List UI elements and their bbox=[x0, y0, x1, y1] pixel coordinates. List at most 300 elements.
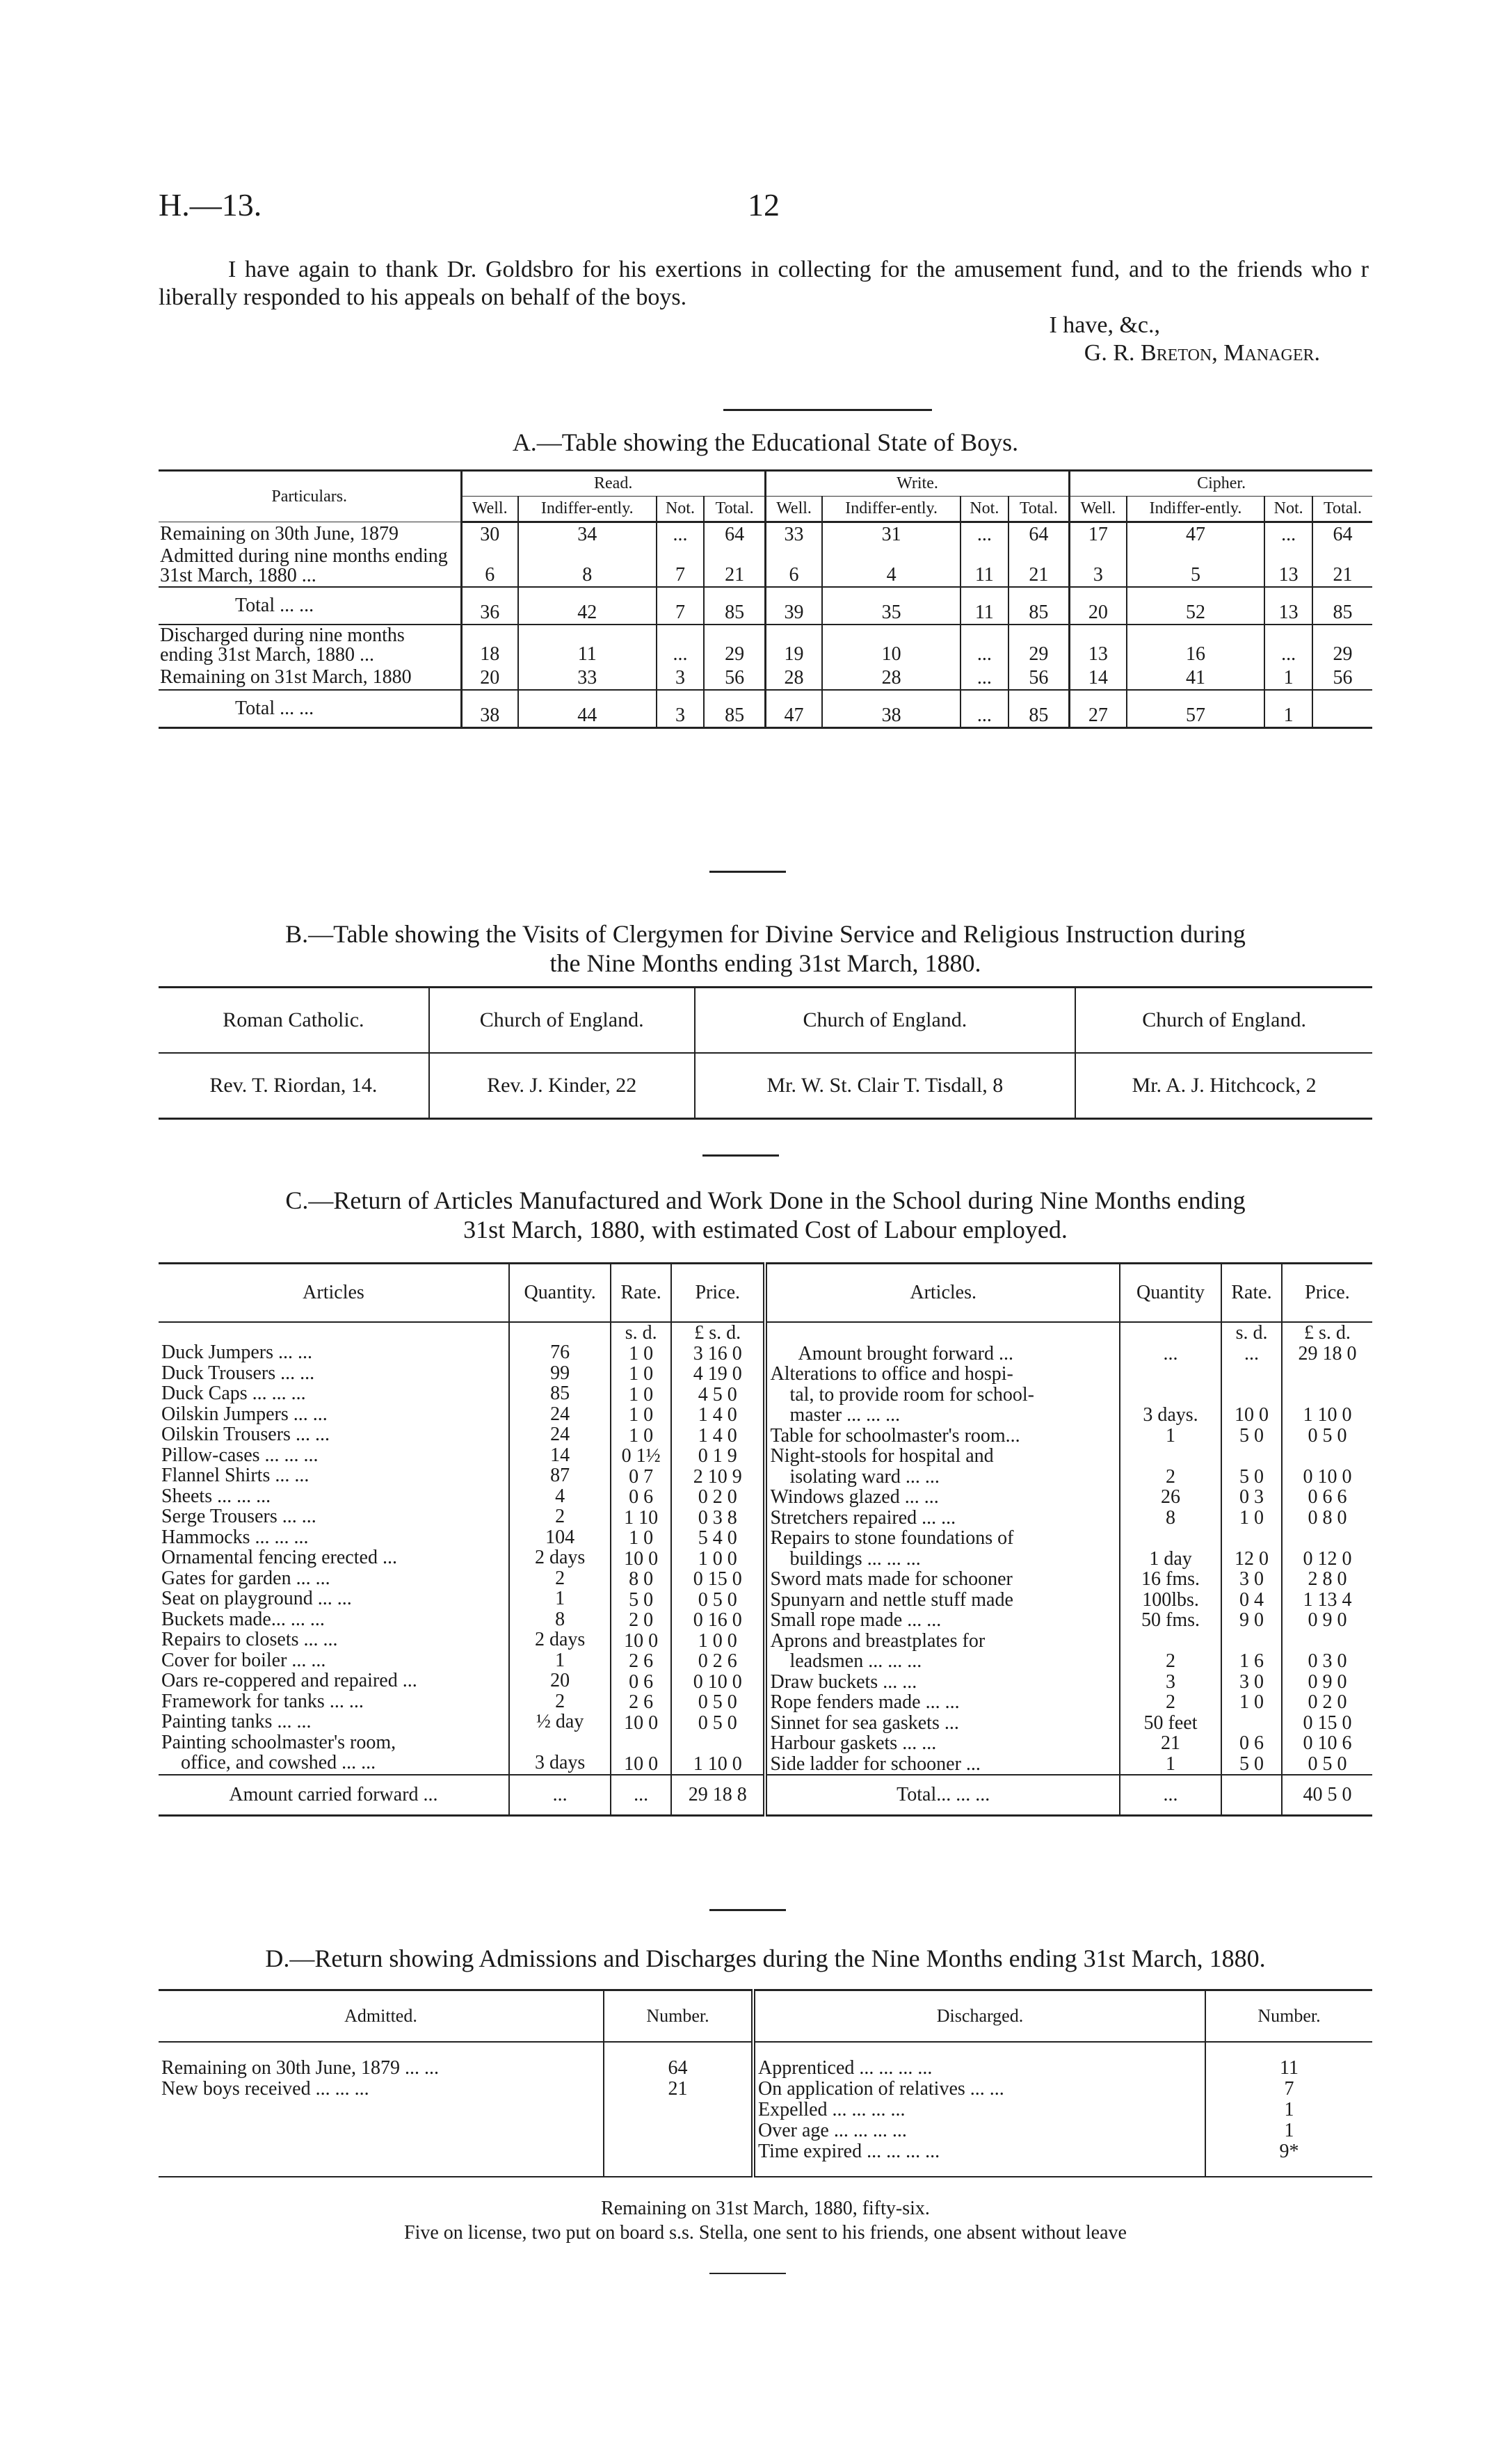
document-id: H.—13. bbox=[159, 187, 262, 223]
c-line bbox=[675, 1733, 760, 1754]
c-line: 20 bbox=[550, 1670, 570, 1691]
table-cell: 30 bbox=[461, 522, 518, 547]
subcol-header: Total. bbox=[1008, 497, 1070, 522]
c-line: Oilskin Trousers ... ... bbox=[161, 1424, 330, 1445]
c-left-rate bbox=[611, 1322, 671, 1775]
c-header-articles: Articles bbox=[159, 1264, 509, 1323]
c-right-total-price: 40 5 0 bbox=[1282, 1775, 1372, 1816]
c-line: 0 3 bbox=[1239, 1486, 1264, 1508]
c-line: 5 0 bbox=[1239, 1465, 1264, 1488]
table-cell: ... bbox=[961, 690, 1008, 728]
table-c-title-line2: 31st March, 1880, with estimated Cost of Labour employed. bbox=[463, 1216, 1068, 1243]
table-b-title bbox=[159, 919, 1372, 978]
c-line: 1 0 bbox=[1239, 1691, 1264, 1713]
c-line: 1 bbox=[1166, 1753, 1176, 1775]
table-cell: ... bbox=[961, 666, 1008, 690]
closing-letter bbox=[159, 256, 1369, 367]
letter-closing: I have, &c., bbox=[1049, 312, 1160, 338]
c-line: 14 bbox=[550, 1444, 570, 1466]
c-left-total-price: 29 18 8 bbox=[671, 1775, 765, 1816]
c-line: 1 bbox=[1166, 1424, 1176, 1447]
c-line: 1 4 0 bbox=[698, 1404, 737, 1426]
table-cell: 27 bbox=[1070, 690, 1127, 728]
table-cell: 35 bbox=[822, 587, 961, 625]
d-header-discharged: Discharged. bbox=[753, 1990, 1205, 2043]
table-b-cell: Rev. J. Kinder, 22 bbox=[429, 1053, 695, 1119]
c-line: 0 5 0 bbox=[1308, 1424, 1347, 1447]
c-line: Buckets made... ... ... bbox=[161, 1609, 325, 1629]
table-d bbox=[159, 1989, 1372, 2177]
c-line: Side ladder for schooner ... bbox=[770, 1753, 981, 1774]
c-line: 0 1 9 bbox=[698, 1445, 737, 1467]
d-discharged-numbers bbox=[1205, 2042, 1372, 2177]
c-line: 3 0 bbox=[1239, 1568, 1264, 1590]
c-line: 1 6 bbox=[1239, 1650, 1264, 1672]
c-line: Flannel Shirts ... ... bbox=[161, 1465, 310, 1486]
table-row bbox=[159, 522, 1372, 547]
table-cell: 64 bbox=[1312, 522, 1372, 547]
c-line: Duck Jumpers ... ... bbox=[161, 1342, 312, 1363]
table-row bbox=[159, 587, 1372, 625]
c-line: 8 0 bbox=[629, 1568, 654, 1590]
table-cell: 20 bbox=[461, 666, 518, 690]
c-left-quantity bbox=[509, 1322, 611, 1775]
table-cell: 11 bbox=[961, 587, 1008, 625]
subcol-header: Well. bbox=[1070, 497, 1127, 522]
c-right-price bbox=[1282, 1322, 1372, 1775]
d-discharged-labels bbox=[753, 2042, 1205, 2177]
c-line: 10 0 bbox=[1235, 1404, 1269, 1426]
subcol-header: Not. bbox=[1264, 497, 1312, 522]
table-cell: ... bbox=[961, 625, 1008, 666]
c-line: Painting tanks ... ... bbox=[161, 1712, 312, 1732]
c-line: 10 0 bbox=[624, 1629, 659, 1652]
c-line: 1 0 bbox=[629, 1404, 654, 1426]
table-cell: 7 bbox=[657, 546, 705, 587]
c-right-rate bbox=[1221, 1322, 1282, 1775]
table-cell: 6 bbox=[461, 546, 518, 587]
d-line: 9* bbox=[1279, 2141, 1299, 2162]
units-rate: s. d. bbox=[625, 1322, 657, 1344]
table-cell: 29 bbox=[704, 625, 765, 666]
c-line: Alterations to office and hospi- bbox=[770, 1364, 1013, 1385]
c-line: 5 0 bbox=[1239, 1753, 1264, 1775]
c-line bbox=[614, 1733, 668, 1754]
c-line: 24 bbox=[550, 1403, 570, 1425]
c-line: 0 2 6 bbox=[698, 1650, 737, 1672]
group-header-cipher: Cipher. bbox=[1070, 471, 1372, 497]
table-cell: 29 bbox=[1008, 625, 1070, 666]
d-line: 1 bbox=[1284, 2120, 1294, 2141]
c-line: 1 10 0 bbox=[693, 1753, 742, 1775]
c-line: 85 bbox=[550, 1383, 570, 1404]
table-cell: 42 bbox=[518, 587, 657, 625]
c-left-price bbox=[671, 1322, 765, 1775]
subcol-header: Total. bbox=[1312, 497, 1372, 522]
subcol-header: Well. bbox=[461, 497, 518, 522]
c-right-total-qty: ... bbox=[1120, 1775, 1221, 1816]
c-line: 9 0 bbox=[1239, 1609, 1264, 1631]
c-line: 2 0 bbox=[629, 1609, 654, 1631]
table-cell: 21 bbox=[1008, 546, 1070, 587]
d-line: Apprenticed ... ... ... ... bbox=[758, 2057, 933, 2079]
c-line bbox=[1225, 1446, 1278, 1467]
row-label: Admitted during nine months ending 31st March, 1880 ... bbox=[160, 545, 448, 586]
c-line: Sinnet for sea gaskets ... bbox=[770, 1712, 959, 1733]
subcol-header: Not. bbox=[961, 497, 1008, 522]
c-line: 3 days bbox=[534, 1752, 586, 1773]
c-line bbox=[1123, 1631, 1218, 1652]
c-line: 10 0 bbox=[624, 1753, 659, 1775]
c-line: 2 8 0 bbox=[1308, 1568, 1347, 1590]
c-line: 0 2 0 bbox=[1308, 1691, 1347, 1713]
c-line: 2 6 bbox=[629, 1650, 654, 1672]
table-cell: 3 bbox=[1070, 546, 1127, 587]
c-line: 0 1½ bbox=[621, 1445, 661, 1467]
page-number: 12 bbox=[748, 187, 780, 223]
group-header-write: Write. bbox=[765, 471, 1069, 497]
c-line: 87 bbox=[550, 1465, 570, 1486]
c-line: 1 10 0 bbox=[1303, 1404, 1352, 1426]
table-cell: ... bbox=[1264, 625, 1312, 666]
c-line: 1 0 bbox=[1239, 1506, 1264, 1529]
c-line bbox=[1123, 1364, 1218, 1385]
row-label: Total ... ... bbox=[159, 690, 461, 728]
c-line: Duck Trousers ... ... bbox=[161, 1362, 315, 1383]
table-cell: 52 bbox=[1127, 587, 1265, 625]
c-line: 76 bbox=[550, 1342, 570, 1363]
c-line bbox=[1285, 1385, 1369, 1406]
c-line: 1 0 bbox=[629, 1527, 654, 1549]
c-line: 1 0 bbox=[629, 1424, 654, 1447]
subcol-header: Well. bbox=[765, 497, 822, 522]
c-line bbox=[1225, 1713, 1278, 1734]
c-line: 2 bbox=[1166, 1691, 1176, 1713]
table-cell: 36 bbox=[461, 587, 518, 625]
table-row bbox=[159, 625, 1372, 666]
table-cell: 85 bbox=[704, 690, 765, 728]
c-line: Painting schoolmaster's room, bbox=[161, 1732, 396, 1753]
c-line: Stretchers repaired ... ... bbox=[770, 1507, 956, 1528]
row-label: Total ... ... bbox=[159, 587, 461, 625]
c-line: 1 0 bbox=[629, 1342, 654, 1364]
table-cell: 47 bbox=[1127, 522, 1265, 547]
table-b-title-line2: the Nine Months ending 31st March, 1880. bbox=[549, 949, 981, 977]
d-line: New boys received ... ... ... bbox=[161, 2078, 369, 2100]
table-cell: 3 bbox=[657, 690, 705, 728]
c-line: 21 bbox=[1161, 1732, 1181, 1754]
c-line: 1 10 bbox=[624, 1506, 659, 1529]
subcol-header: Not. bbox=[657, 497, 705, 522]
table-b-cell: Mr. W. St. Clair T. Tisdall, 8 bbox=[695, 1053, 1076, 1119]
c-line: 0 4 bbox=[1239, 1588, 1264, 1611]
table-cell: 20 bbox=[1070, 587, 1127, 625]
c-line: 50 fms. bbox=[1141, 1609, 1200, 1631]
c-line: 1 0 0 bbox=[698, 1547, 737, 1570]
c-line: 4 19 0 bbox=[693, 1363, 742, 1385]
table-cell: ... bbox=[1264, 522, 1312, 547]
particulars-header: Particulars. bbox=[159, 471, 461, 522]
c-line: leadsmen ... ... ... bbox=[789, 1651, 922, 1672]
c-line bbox=[1123, 1385, 1218, 1406]
table-cell: 34 bbox=[518, 522, 657, 547]
c-left-total-qty: ... bbox=[509, 1775, 611, 1816]
d-line: Over age ... ... ... ... bbox=[758, 2120, 907, 2141]
c-line: 0 3 0 bbox=[1308, 1650, 1347, 1672]
table-cell: 1 bbox=[1264, 690, 1312, 728]
c-line: 0 12 0 bbox=[1303, 1547, 1352, 1570]
c-line bbox=[1225, 1631, 1278, 1652]
table-cell: 29 bbox=[1312, 625, 1372, 666]
table-cell: 16 bbox=[1127, 625, 1265, 666]
c-line: 4 5 0 bbox=[698, 1383, 737, 1406]
c-line: 2 bbox=[1166, 1650, 1176, 1672]
c-line: Sheets ... ... ... bbox=[161, 1485, 271, 1506]
c-line: 3 bbox=[1166, 1670, 1176, 1693]
c-line: 104 bbox=[545, 1526, 575, 1548]
c-line: 16 fms. bbox=[1141, 1568, 1200, 1590]
c-line: Sword mats made for schooner bbox=[770, 1569, 1013, 1590]
table-d-note: Remaining on 31st March, 1880, fifty-six. bbox=[601, 2198, 930, 2219]
d-line: Remaining on 30th June, 1879 ... ... bbox=[161, 2057, 439, 2079]
c-line: 2 days bbox=[534, 1629, 586, 1650]
c-line: Seat on playground ... ... bbox=[161, 1588, 352, 1609]
c-right-articles bbox=[765, 1322, 1119, 1775]
c-line: 2 bbox=[1166, 1465, 1176, 1488]
table-cell: 21 bbox=[704, 546, 765, 587]
table-cell: 56 bbox=[1008, 666, 1070, 690]
c-line: Table for schoolmaster's room... bbox=[770, 1425, 1020, 1446]
c-line: 2 10 9 bbox=[693, 1465, 742, 1488]
c-line: 8 bbox=[555, 1608, 565, 1630]
c-line: Serge Trousers ... ... bbox=[161, 1506, 316, 1527]
c-line: 1 0 bbox=[629, 1383, 654, 1406]
c-line: Repairs to closets ... ... bbox=[161, 1629, 338, 1650]
d-line: Expelled ... ... ... ... bbox=[758, 2099, 906, 2120]
table-cell: 44 bbox=[518, 690, 657, 728]
row-label: Remaining on 31st March, 1880 bbox=[160, 666, 412, 688]
d-line: 21 bbox=[668, 2078, 688, 2100]
subcol-header: Indiffer-ently. bbox=[1127, 497, 1265, 522]
table-cell: 85 bbox=[1008, 690, 1070, 728]
c-line: Duck Caps ... ... ... bbox=[161, 1383, 306, 1404]
table-cell: 56 bbox=[704, 666, 765, 690]
c-line: Amount brought forward ... bbox=[798, 1343, 1013, 1364]
c-line: 2 bbox=[555, 1506, 565, 1527]
table-row bbox=[159, 690, 1372, 728]
divider bbox=[702, 1154, 779, 1157]
c-line: 99 bbox=[550, 1362, 570, 1384]
c-line: Gates for garden ... ... bbox=[161, 1568, 330, 1588]
table-cell: 56 bbox=[1312, 666, 1372, 690]
c-line: 3 16 0 bbox=[693, 1342, 742, 1364]
units-price: £ s. d. bbox=[1303, 1322, 1351, 1344]
c-line bbox=[1285, 1446, 1369, 1467]
c-line: 50 feet bbox=[1143, 1712, 1198, 1734]
c-line: 0 15 0 bbox=[1303, 1712, 1352, 1734]
c-line: office, and cowshed ... ... bbox=[181, 1753, 376, 1773]
c-line: 5 0 bbox=[1239, 1424, 1264, 1447]
c-line: 26 bbox=[1161, 1486, 1181, 1508]
c-line bbox=[1123, 1528, 1218, 1549]
c-line: 0 6 bbox=[629, 1486, 654, 1508]
table-d-title: D.—Return showing Admissions and Discharges during the Nine Months ending 31st March, 1880. bbox=[265, 1944, 1266, 1972]
c-line: Harbour gaskets ... ... bbox=[770, 1733, 937, 1754]
group-header-read: Read. bbox=[461, 471, 765, 497]
c-line: 12 0 bbox=[1235, 1547, 1269, 1570]
c-line: 2 bbox=[555, 1567, 565, 1589]
d-line: On application of relatives ... ... bbox=[758, 2078, 1004, 2100]
subcol-header: Indiffer-ently. bbox=[518, 497, 657, 522]
c-line: 0 10 0 bbox=[693, 1670, 742, 1693]
c-line: 0 7 bbox=[629, 1465, 654, 1488]
c-line: tal, to provide room for school- bbox=[789, 1384, 1034, 1405]
table-cell: 85 bbox=[704, 587, 765, 625]
subcol-header: Total. bbox=[704, 497, 765, 522]
table-cell: 13 bbox=[1264, 546, 1312, 587]
divider bbox=[723, 409, 932, 411]
table-cell: 13 bbox=[1070, 625, 1127, 666]
c-line: 0 5 0 bbox=[698, 1588, 737, 1611]
c-line: 1 0 0 bbox=[698, 1629, 737, 1652]
c-line: 0 9 0 bbox=[1308, 1670, 1347, 1693]
divider bbox=[709, 871, 786, 873]
c-line: 1 bbox=[555, 1649, 565, 1671]
d-header-number-right: Number. bbox=[1205, 1990, 1372, 2043]
c-line bbox=[1225, 1528, 1278, 1549]
table-cell: 64 bbox=[1008, 522, 1070, 547]
table-cell: 38 bbox=[822, 690, 961, 728]
units-rate: s. d. bbox=[1235, 1322, 1268, 1344]
table-cell: 85 bbox=[1008, 587, 1070, 625]
table-cell: 39 bbox=[765, 587, 822, 625]
table-cell bbox=[1312, 690, 1372, 728]
c-line: 2 bbox=[555, 1690, 565, 1712]
c-line: Hammocks ... ... ... bbox=[161, 1527, 309, 1547]
divider bbox=[709, 1909, 786, 1911]
d-line: Time expired ... ... ... ... bbox=[758, 2141, 940, 2162]
c-line: 1 4 0 bbox=[698, 1424, 737, 1447]
c-line: 0 5 0 bbox=[1308, 1753, 1347, 1775]
c-line: 0 9 0 bbox=[1308, 1609, 1347, 1631]
c-line: 5 4 0 bbox=[698, 1527, 737, 1549]
c-line: buildings ... ... ... bbox=[789, 1548, 921, 1569]
table-cell: ... bbox=[657, 625, 705, 666]
c-line: 5 0 bbox=[629, 1588, 654, 1611]
c-line bbox=[513, 1732, 607, 1753]
c-line: Framework for tanks ... ... bbox=[161, 1691, 364, 1712]
table-cell: 13 bbox=[1264, 587, 1312, 625]
letter-signature: G. R. Breton, Manager. bbox=[1084, 340, 1320, 366]
c-line: 2 days bbox=[534, 1547, 586, 1568]
table-cell: 38 bbox=[461, 690, 518, 728]
c-left-total-rate: ... bbox=[611, 1775, 671, 1816]
c-line: 1 bbox=[555, 1588, 565, 1609]
c-header-quantity: Quantity. bbox=[509, 1264, 611, 1323]
c-line: 0 3 8 bbox=[698, 1506, 737, 1529]
table-cell: 14 bbox=[1070, 666, 1127, 690]
c-line: ... bbox=[1244, 1342, 1260, 1364]
table-cell: 47 bbox=[765, 690, 822, 728]
c-line: Rope fenders made ... ... bbox=[770, 1692, 960, 1713]
d-admitted-labels bbox=[159, 2042, 604, 2177]
c-line: 2 6 bbox=[629, 1691, 654, 1713]
c-line: 100lbs. bbox=[1142, 1588, 1199, 1611]
table-cell: 57 bbox=[1127, 690, 1265, 728]
table-cell: 1 bbox=[1264, 666, 1312, 690]
c-line bbox=[1285, 1364, 1369, 1385]
c-line: Windows glazed ... ... bbox=[770, 1487, 939, 1508]
c-line: 4 bbox=[555, 1485, 565, 1507]
table-cell: 33 bbox=[518, 666, 657, 690]
c-line: 0 6 bbox=[1239, 1732, 1264, 1754]
table-cell: 8 bbox=[518, 546, 657, 587]
table-cell: 11 bbox=[518, 625, 657, 666]
d-admitted-numbers bbox=[604, 2042, 753, 2177]
table-b-cell: Rev. T. Riordan, 14. bbox=[159, 1053, 429, 1119]
table-cell: 11 bbox=[961, 546, 1008, 587]
c-line: 3 days. bbox=[1143, 1404, 1198, 1426]
c-right-quantity bbox=[1120, 1322, 1221, 1775]
c-line: 10 0 bbox=[624, 1712, 659, 1734]
table-cell: 85 bbox=[1312, 587, 1372, 625]
table-cell: 33 bbox=[765, 522, 822, 547]
c-line bbox=[1285, 1631, 1369, 1652]
c-line: 0 10 6 bbox=[1303, 1732, 1352, 1754]
subcol-header: Indiffer-ently. bbox=[822, 497, 961, 522]
c-left-total-label: Amount carried forward ... bbox=[159, 1775, 509, 1816]
table-b-header: Church of England. bbox=[695, 988, 1076, 1054]
table-b-title-line1: B.—Table showing the Visits of Clergymen for Divine Service and Religious Instruction during bbox=[285, 920, 1246, 948]
c-line: Spunyarn and nettle stuff made bbox=[770, 1589, 1013, 1610]
c-line: 24 bbox=[550, 1424, 570, 1445]
letter-body: I have again to thank Dr. Goldsbro for his exertions in collecting for the amusement fund, and to the friends who r liberally responded to his appeals on behalf of the boys. bbox=[159, 257, 1369, 310]
c-line: 3 0 bbox=[1239, 1670, 1264, 1693]
table-b bbox=[159, 986, 1372, 1120]
table-c-title bbox=[159, 1186, 1372, 1244]
c-line: Small rope made ... ... bbox=[770, 1610, 942, 1631]
c-line: 0 5 0 bbox=[698, 1691, 737, 1713]
table-cell: 19 bbox=[765, 625, 822, 666]
c-right-total-rate bbox=[1221, 1775, 1282, 1816]
d-line: 11 bbox=[1280, 2057, 1299, 2079]
d-line: 7 bbox=[1284, 2078, 1294, 2100]
c-line: ... bbox=[1163, 1342, 1178, 1364]
table-cell: 17 bbox=[1070, 522, 1127, 547]
table-a-title: A.—Table showing the Educational State of Boys. bbox=[512, 428, 1019, 456]
d-line: 1 bbox=[1284, 2099, 1294, 2120]
c-line: 1 day bbox=[1149, 1547, 1192, 1570]
c-line: 0 16 0 bbox=[693, 1609, 742, 1631]
c-line: 0 15 0 bbox=[693, 1568, 742, 1590]
c-line: Cover for boiler ... ... bbox=[161, 1650, 326, 1670]
c-header-price-right: Price. bbox=[1282, 1264, 1372, 1323]
c-line: ½ day bbox=[536, 1711, 584, 1732]
table-cell: 64 bbox=[704, 522, 765, 547]
table-b-header: Church of England. bbox=[429, 988, 695, 1054]
table-cell: 41 bbox=[1127, 666, 1265, 690]
table-cell: 28 bbox=[822, 666, 961, 690]
c-line: Night-stools for hospital and bbox=[770, 1446, 994, 1467]
c-line: master ... ... ... bbox=[789, 1405, 901, 1426]
d-header-admitted: Admitted. bbox=[159, 1990, 604, 2043]
units-price: £ s. d. bbox=[694, 1322, 741, 1344]
c-header-articles-right: Articles. bbox=[765, 1264, 1119, 1323]
table-cell: 6 bbox=[765, 546, 822, 587]
table-b-header: Roman Catholic. bbox=[159, 988, 429, 1054]
c-line: Pillow-cases ... ... ... bbox=[161, 1444, 319, 1465]
table-cell: 21 bbox=[1312, 546, 1372, 587]
